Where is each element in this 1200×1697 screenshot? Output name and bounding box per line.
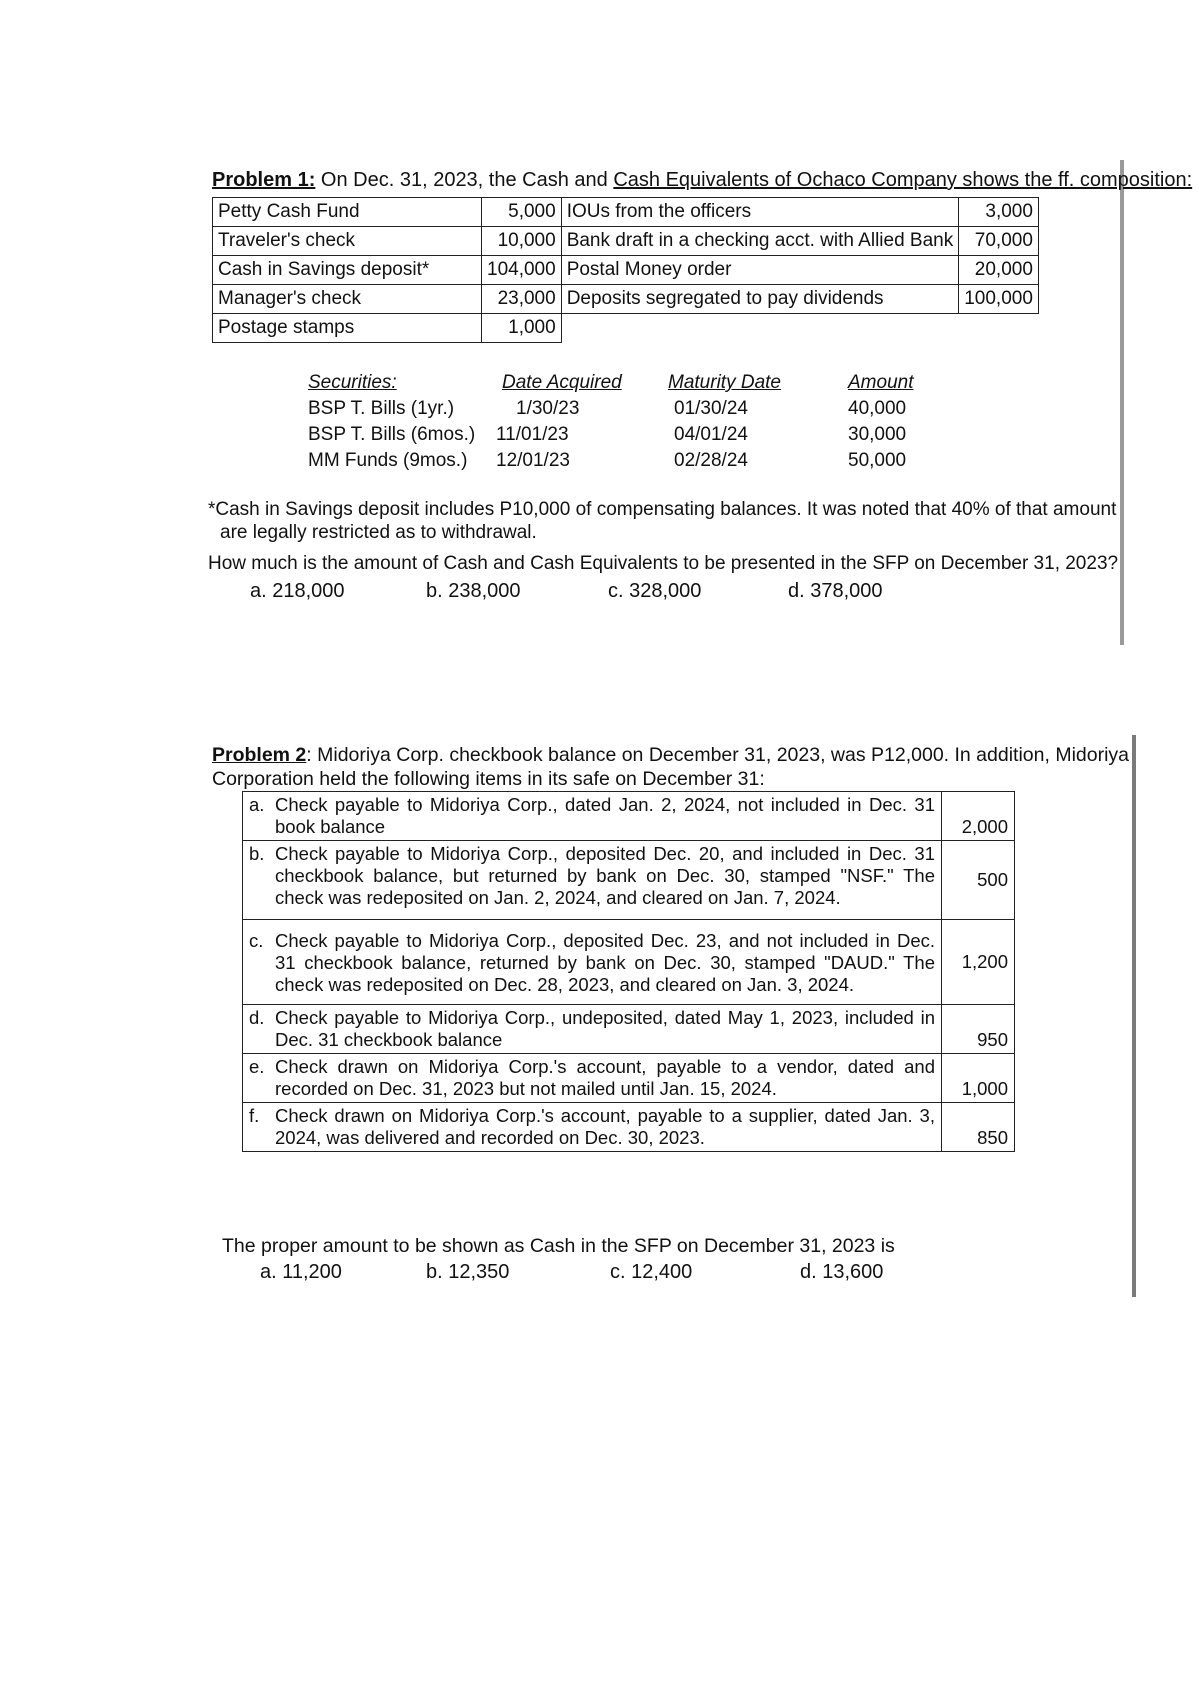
footnote-line-1: *Cash in Savings deposit includes P10,000 of compensating balances. It was noted that 40% of that amount	[208, 499, 1117, 520]
problem-1-title	[212, 168, 1192, 192]
security-date-acquired: 11/01/23	[496, 424, 569, 445]
item-name: Manager's check	[213, 285, 482, 314]
table-row	[213, 256, 1039, 285]
problem-2-card	[180, 735, 1132, 1297]
item-amount: 100,000	[959, 285, 1039, 314]
item-amount: 23,000	[482, 285, 562, 314]
item-name: Petty Cash Fund	[213, 198, 482, 227]
item-amount: 1,000	[482, 314, 562, 343]
item-amount: 104,000	[482, 256, 562, 285]
problem-1-question: How much is the amount of Cash and Cash Equivalents to be presented in the SFP on December 31, 2023?	[208, 553, 1119, 574]
table-row	[243, 1103, 1015, 1152]
safe-items-table	[242, 791, 1015, 1152]
item-amount: 3,000	[959, 198, 1039, 227]
item-description	[243, 920, 942, 1005]
item-name: Cash in Savings deposit*	[213, 256, 482, 285]
item-amount: 500	[942, 841, 1015, 920]
problem-2-choices	[180, 1261, 1080, 1287]
item-amount: 1,200	[942, 920, 1015, 1005]
maturity-date-header: Maturity Date	[668, 372, 781, 393]
item-description	[243, 841, 942, 920]
item-amount: 2,000	[942, 792, 1015, 841]
footnote	[208, 498, 1116, 544]
securities-header: Securities:	[308, 372, 397, 393]
problem-1-card	[180, 160, 1193, 645]
date-acquired-header: Date Acquired	[502, 372, 622, 393]
table-row	[243, 920, 1015, 1005]
table-row	[243, 1054, 1015, 1103]
problem-2-question: The proper amount to be shown as Cash in the SFP on December 31, 2023 is	[222, 1235, 895, 1257]
composition-table	[212, 197, 1039, 343]
choice-b: b. 12,350	[426, 1261, 510, 1283]
empty-cell	[561, 314, 959, 343]
choice-c: c. 12,400	[610, 1261, 693, 1283]
table-row	[213, 285, 1039, 314]
security-amount: 30,000	[848, 424, 907, 445]
item-name: Postal Money order	[561, 256, 959, 285]
security-amount: 50,000	[848, 450, 907, 471]
security-date-acquired: 12/01/23	[496, 450, 570, 471]
problem-2-intro-line-1: : Midoriya Corp. checkbook balance on December 31, 2023, was P12,000. In addition, Midoriya	[306, 744, 1130, 766]
empty-cell	[959, 314, 1039, 343]
problem-2-label: Problem 2	[212, 744, 307, 766]
table-row	[243, 1005, 1015, 1054]
item-letter: d.	[249, 1007, 265, 1028]
item-name: Postage stamps	[213, 314, 482, 343]
choice-d: d. 13,600	[800, 1261, 884, 1283]
item-amount: 10,000	[482, 227, 562, 256]
table-row	[243, 792, 1015, 841]
item-description	[243, 792, 942, 841]
item-name: Traveler's check	[213, 227, 482, 256]
item-description	[243, 1054, 942, 1103]
problem-2-intro-line-2: Corporation held the following items in its safe on December 31:	[212, 768, 765, 790]
table-row	[243, 841, 1015, 920]
problem-2-intro	[212, 743, 1129, 791]
security-maturity-date: 04/01/24	[674, 424, 748, 445]
footnote-line-2: are legally restricted as to withdrawal.	[220, 522, 537, 543]
item-text: Check payable to Midoriya Corp., deposited Dec. 23, and not included in Dec. 31 checkbook balance, returned by bank on Dec. 30, stamped "DAUD." The check was redeposited on Dec. 28, 2023, and cleared on Jan. 3, 2024.	[275, 930, 935, 995]
item-amount: 1,000	[942, 1054, 1015, 1103]
problem-1-title-underlined: Cash Equivalents of Ochaco Company shows the ff. composition:	[613, 169, 1193, 191]
item-text: Check payable to Midoriya Corp., dated Jan. 2, 2024, not included in Dec. 31 book balance	[275, 794, 935, 837]
item-amount: 70,000	[959, 227, 1039, 256]
item-letter: f.	[249, 1105, 260, 1126]
security-name: MM Funds (9mos.)	[308, 450, 468, 471]
table-row	[213, 314, 1039, 343]
problem-1-title-text: On Dec. 31, 2023, the Cash and	[315, 169, 614, 191]
securities-block	[180, 372, 1080, 482]
security-name: BSP T. Bills (1yr.)	[308, 398, 455, 419]
amount-header: Amount	[848, 372, 914, 393]
table-row	[213, 198, 1039, 227]
item-name: Deposits segregated to pay dividends	[561, 285, 959, 314]
choice-c: c. 328,000	[608, 580, 702, 602]
item-description	[243, 1103, 942, 1152]
problem-1-label: Problem 1:	[212, 169, 316, 191]
choice-a: a. 218,000	[250, 580, 345, 602]
item-letter: b.	[249, 843, 265, 864]
item-amount: 5,000	[482, 198, 562, 227]
security-date-acquired: 1/30/23	[516, 398, 580, 419]
table-row	[213, 227, 1039, 256]
choice-d: d. 378,000	[788, 580, 883, 602]
item-letter: e.	[249, 1056, 265, 1077]
item-letter: c.	[249, 930, 264, 951]
item-text: Check drawn on Midoriya Corp.'s account, payable to a vendor, dated and recorded on Dec. 31, 2023 but not mailed until Jan. 15, 2024.	[275, 1056, 935, 1099]
item-description	[243, 1005, 942, 1054]
item-letter: a.	[249, 794, 265, 815]
item-amount: 950	[942, 1005, 1015, 1054]
security-name: BSP T. Bills (6mos.)	[308, 424, 476, 445]
problem-1-choices	[180, 580, 1080, 606]
item-amount: 850	[942, 1103, 1015, 1152]
item-text: Check payable to Midoriya Corp., undeposited, dated May 1, 2023, included in Dec. 31 checkbook balance	[275, 1007, 935, 1050]
item-text: Check payable to Midoriya Corp., deposited Dec. 20, and included in Dec. 31 checkbook balance, but returned by bank on Dec. 30, stamped "NSF." The check was redeposited on Jan. 2, 2024, and cleared on Jan. 7, 2024.	[275, 843, 935, 908]
item-name: IOUs from the officers	[561, 198, 959, 227]
choice-a: a. 11,200	[260, 1261, 342, 1283]
security-maturity-date: 01/30/24	[674, 398, 748, 419]
item-text: Check drawn on Midoriya Corp.'s account, payable to a supplier, dated Jan. 3, 2024, was delivered and recorded on Dec. 30, 2023.	[275, 1105, 935, 1148]
choice-b: b. 238,000	[426, 580, 521, 602]
security-amount: 40,000	[848, 398, 907, 419]
item-amount: 20,000	[959, 256, 1039, 285]
security-maturity-date: 02/28/24	[674, 450, 748, 471]
item-name: Bank draft in a checking acct. with Allied Bank	[561, 227, 959, 256]
